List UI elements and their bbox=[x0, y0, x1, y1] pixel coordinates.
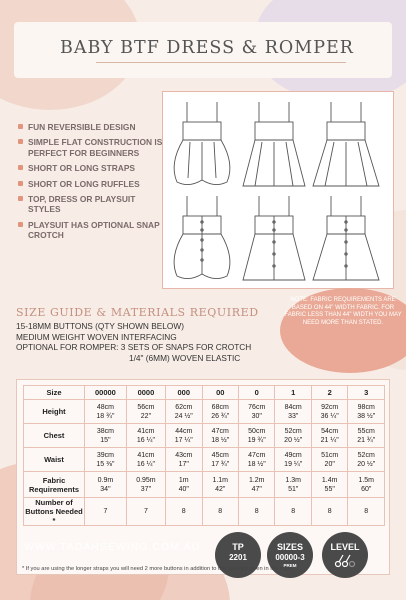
bullet-icon bbox=[18, 139, 23, 144]
cell-value: 37" bbox=[140, 485, 152, 493]
cell-value: 33" bbox=[288, 412, 299, 420]
table-header-cell: 2 bbox=[311, 386, 347, 400]
cell-value: 1.2m bbox=[248, 476, 265, 484]
cell-value: 18 ¾" bbox=[96, 412, 115, 420]
table-cell bbox=[166, 498, 202, 526]
table-cell bbox=[238, 424, 274, 448]
table-cell bbox=[202, 400, 238, 424]
cell-value: 24 ½" bbox=[174, 412, 193, 420]
romper-back-sketch bbox=[174, 196, 230, 279]
row-label: Height bbox=[24, 400, 85, 424]
dress-long-back-sketch bbox=[313, 196, 379, 280]
cell-value: 42" bbox=[215, 485, 226, 493]
table-header-cell: Size bbox=[24, 386, 85, 400]
dress-long-sketch bbox=[313, 102, 379, 186]
cell-value: 41cm bbox=[137, 451, 155, 459]
table-header-cell: 1 bbox=[275, 386, 311, 400]
cell-value: 39cm bbox=[96, 451, 114, 459]
cell-value: 50cm bbox=[248, 427, 266, 435]
cell-value: 26 ¾" bbox=[211, 412, 230, 420]
cell-value: 41cm bbox=[137, 427, 155, 435]
cell-value: 16 ¼" bbox=[136, 460, 155, 468]
cell-value: 8 bbox=[181, 508, 186, 515]
table-cell bbox=[311, 472, 347, 498]
cell-value: 45cm bbox=[211, 451, 229, 459]
cell-value: 8 bbox=[218, 508, 223, 515]
cell-value: 38 ½" bbox=[357, 412, 376, 420]
bullet-icon bbox=[18, 181, 23, 186]
table-cell bbox=[238, 472, 274, 498]
cell-value: 51" bbox=[288, 485, 299, 493]
feature-item: SHORT OR LONG RUFFLES bbox=[18, 179, 166, 189]
cell-value: 68cm bbox=[211, 403, 229, 411]
cell-value: 49cm bbox=[284, 451, 302, 459]
size-table bbox=[23, 385, 385, 526]
material-item: 1/4" (6MM) WOVEN ELASTIC bbox=[129, 352, 241, 363]
cell-value: 55cm bbox=[357, 427, 375, 435]
table-cell bbox=[348, 498, 385, 526]
table-cell bbox=[126, 472, 165, 498]
title-underline bbox=[96, 62, 346, 63]
table-cell bbox=[126, 400, 165, 424]
cell-value: 8 bbox=[254, 508, 259, 515]
table-body bbox=[24, 400, 385, 526]
cell-value: 8 bbox=[291, 508, 296, 515]
cell-value: 30" bbox=[251, 412, 262, 420]
feature-item: FUN REVERSIBLE DESIGN bbox=[18, 122, 166, 132]
table-cell bbox=[238, 400, 274, 424]
cell-value: 19 ¼" bbox=[284, 460, 303, 468]
row-label: Chest bbox=[24, 424, 85, 448]
cell-value: 47cm bbox=[211, 427, 229, 435]
table-cell bbox=[348, 448, 385, 472]
feature-item: SIMPLE FLAT CONSTRUCTION IS PERFECT FOR BEGINNERS bbox=[18, 137, 166, 158]
table-cell bbox=[311, 448, 347, 472]
table-cell bbox=[275, 448, 311, 472]
table-cell bbox=[126, 498, 165, 526]
page-title: BABY BTF DRESS & ROMPER bbox=[60, 38, 354, 58]
table-footnote: * If you are using the longer straps you will need 2 more buttons in addition to the quantity given in the table bbox=[22, 566, 293, 572]
cell-value: 17" bbox=[178, 460, 189, 468]
cell-value: 17 ¼" bbox=[174, 436, 193, 444]
table-header-cell: 000 bbox=[166, 386, 202, 400]
cell-value: 19 ¾" bbox=[247, 436, 266, 444]
scissors-level-icon bbox=[334, 554, 356, 568]
cell-value: 20 ½" bbox=[357, 460, 376, 468]
cell-value: 16 ¼" bbox=[136, 436, 155, 444]
cell-value: 44cm bbox=[175, 427, 193, 435]
table-cell bbox=[275, 472, 311, 498]
bullet-icon bbox=[18, 165, 23, 170]
cell-value: 54cm bbox=[321, 427, 339, 435]
table-cell bbox=[85, 400, 127, 424]
cell-value: 52cm bbox=[357, 451, 375, 459]
level-badge: LEVEL bbox=[322, 532, 368, 578]
feature-item: PLAYSUIT HAS OPTIONAL SNAP CROTCH bbox=[18, 220, 166, 241]
bullet-icon bbox=[18, 196, 23, 201]
cell-value: 84cm bbox=[284, 403, 302, 411]
cell-value: 21 ¾" bbox=[357, 436, 376, 444]
table-row bbox=[24, 424, 385, 448]
table-cell bbox=[311, 424, 347, 448]
table-cell bbox=[348, 472, 385, 498]
cell-value: 47cm bbox=[248, 451, 266, 459]
cell-value: 7 bbox=[103, 508, 108, 515]
cell-value: 36 ¼" bbox=[320, 412, 339, 420]
pattern-number-badge: TP 2201 bbox=[215, 532, 261, 578]
table-cell bbox=[311, 498, 347, 526]
section-title: SIZE GUIDE & MATERIALS REQUIRED bbox=[16, 306, 259, 319]
table-cell bbox=[166, 472, 202, 498]
sizes-badge: SIZES 00000-3 PREM bbox=[267, 532, 313, 578]
feature-list bbox=[18, 122, 166, 246]
cell-value: 34" bbox=[100, 485, 111, 493]
cell-value: 0.95m bbox=[136, 476, 156, 484]
table-header-cell: 00000 bbox=[85, 386, 127, 400]
romper-front-sketch bbox=[174, 102, 230, 185]
cell-value: 20 ½" bbox=[284, 436, 303, 444]
cell-value: 1m bbox=[178, 476, 189, 484]
table-row bbox=[24, 472, 385, 498]
garment-sketches bbox=[162, 91, 394, 289]
cell-value: 76cm bbox=[248, 403, 266, 411]
table-cell bbox=[85, 448, 127, 472]
table-header-cell: 0000 bbox=[126, 386, 165, 400]
cell-value: 38cm bbox=[96, 427, 114, 435]
material-item: MEDIUM WEIGHT WOVEN INTERFACING bbox=[16, 331, 177, 342]
fabric-note: NOTE: FABRIC REQUIREMENTS ARE BASED ON 44" WIDTH FABRIC. FOR FABRIC LESS THAN 44" WIDTH YOU MAY NEED MORE THAN STATED. bbox=[284, 297, 402, 326]
table-cell bbox=[202, 472, 238, 498]
table-cell bbox=[166, 448, 202, 472]
dress-front-sketch bbox=[243, 102, 305, 186]
table-cell bbox=[238, 448, 274, 472]
cell-value: 92cm bbox=[321, 403, 339, 411]
table-cell bbox=[348, 424, 385, 448]
table-row bbox=[24, 400, 385, 424]
cell-value: 52cm bbox=[284, 427, 302, 435]
cell-value: 20" bbox=[324, 460, 335, 468]
table-cell bbox=[348, 400, 385, 424]
table-row bbox=[24, 498, 385, 526]
cell-value: 55" bbox=[324, 485, 335, 493]
table-cell bbox=[85, 424, 127, 448]
table-cell bbox=[85, 498, 127, 526]
table-row bbox=[24, 448, 385, 472]
table-cell bbox=[275, 424, 311, 448]
table-cell bbox=[311, 400, 347, 424]
bullet-icon bbox=[18, 124, 23, 129]
cell-value: 8 bbox=[364, 508, 369, 515]
cell-value: 15" bbox=[100, 436, 111, 444]
cell-value: 43cm bbox=[175, 451, 193, 459]
cell-value: 15 ⅜" bbox=[96, 460, 115, 468]
cell-value: 18 ½" bbox=[247, 460, 266, 468]
table-cell bbox=[202, 448, 238, 472]
cell-value: 47" bbox=[251, 485, 262, 493]
dress-back-sketch bbox=[243, 196, 305, 280]
table-header-cell: 0 bbox=[238, 386, 274, 400]
table-header-row bbox=[24, 386, 385, 400]
cell-value: 22" bbox=[140, 412, 152, 420]
cell-value: 98cm bbox=[357, 403, 375, 411]
cell-value: 17 ¾" bbox=[211, 460, 230, 468]
cell-value: 56cm bbox=[137, 403, 155, 411]
cell-value: 1.5m bbox=[358, 476, 374, 484]
garment-sketch-drawing bbox=[163, 92, 393, 288]
cell-value: 7 bbox=[143, 508, 148, 515]
table-cell bbox=[275, 400, 311, 424]
row-label: Fabric Requirements bbox=[24, 472, 85, 498]
table-cell bbox=[126, 448, 165, 472]
cell-value: 1.4m bbox=[321, 476, 338, 484]
table-cell bbox=[202, 424, 238, 448]
row-label: Number of Buttons Needed * bbox=[25, 498, 83, 525]
table-cell bbox=[166, 424, 202, 448]
table-cell bbox=[202, 498, 238, 526]
materials-list bbox=[16, 321, 251, 363]
cell-value: 60" bbox=[361, 485, 372, 493]
cell-value: 62cm bbox=[175, 403, 193, 411]
cell-value: 40" bbox=[178, 485, 189, 493]
cell-value: 0.9m bbox=[97, 476, 114, 484]
cell-value: 8 bbox=[327, 508, 332, 515]
feature-item: SHORT OR LONG STRAPS bbox=[18, 163, 166, 173]
cell-value: 48cm bbox=[96, 403, 114, 411]
website-link[interactable]: WWW.TADAHSEWING.COM.AU bbox=[24, 541, 201, 553]
bullet-icon bbox=[18, 222, 23, 227]
table-cell bbox=[166, 400, 202, 424]
material-item: 15-18MM BUTTONS (QTY SHOWN BELOW) bbox=[16, 321, 184, 331]
table-cell bbox=[238, 498, 274, 526]
table-cell bbox=[126, 424, 165, 448]
cell-value: 21 ¼" bbox=[320, 436, 339, 444]
material-item: OPTIONAL FOR ROMPER: 3 SETS OF SNAPS FOR CROTCH bbox=[16, 342, 252, 353]
cell-value: 1.3m bbox=[285, 476, 301, 484]
table-header-cell: 00 bbox=[202, 386, 238, 400]
table-cell bbox=[85, 472, 127, 498]
table-header-cell: 3 bbox=[348, 386, 385, 400]
cell-value: 51cm bbox=[321, 451, 339, 459]
row-label: Waist bbox=[24, 448, 85, 472]
feature-item: TOP, DRESS OR PLAYSUIT STYLES bbox=[18, 194, 166, 215]
cell-value: 18 ½" bbox=[211, 436, 230, 444]
table-cell bbox=[275, 498, 311, 526]
cell-value: 1.1m bbox=[212, 476, 229, 484]
